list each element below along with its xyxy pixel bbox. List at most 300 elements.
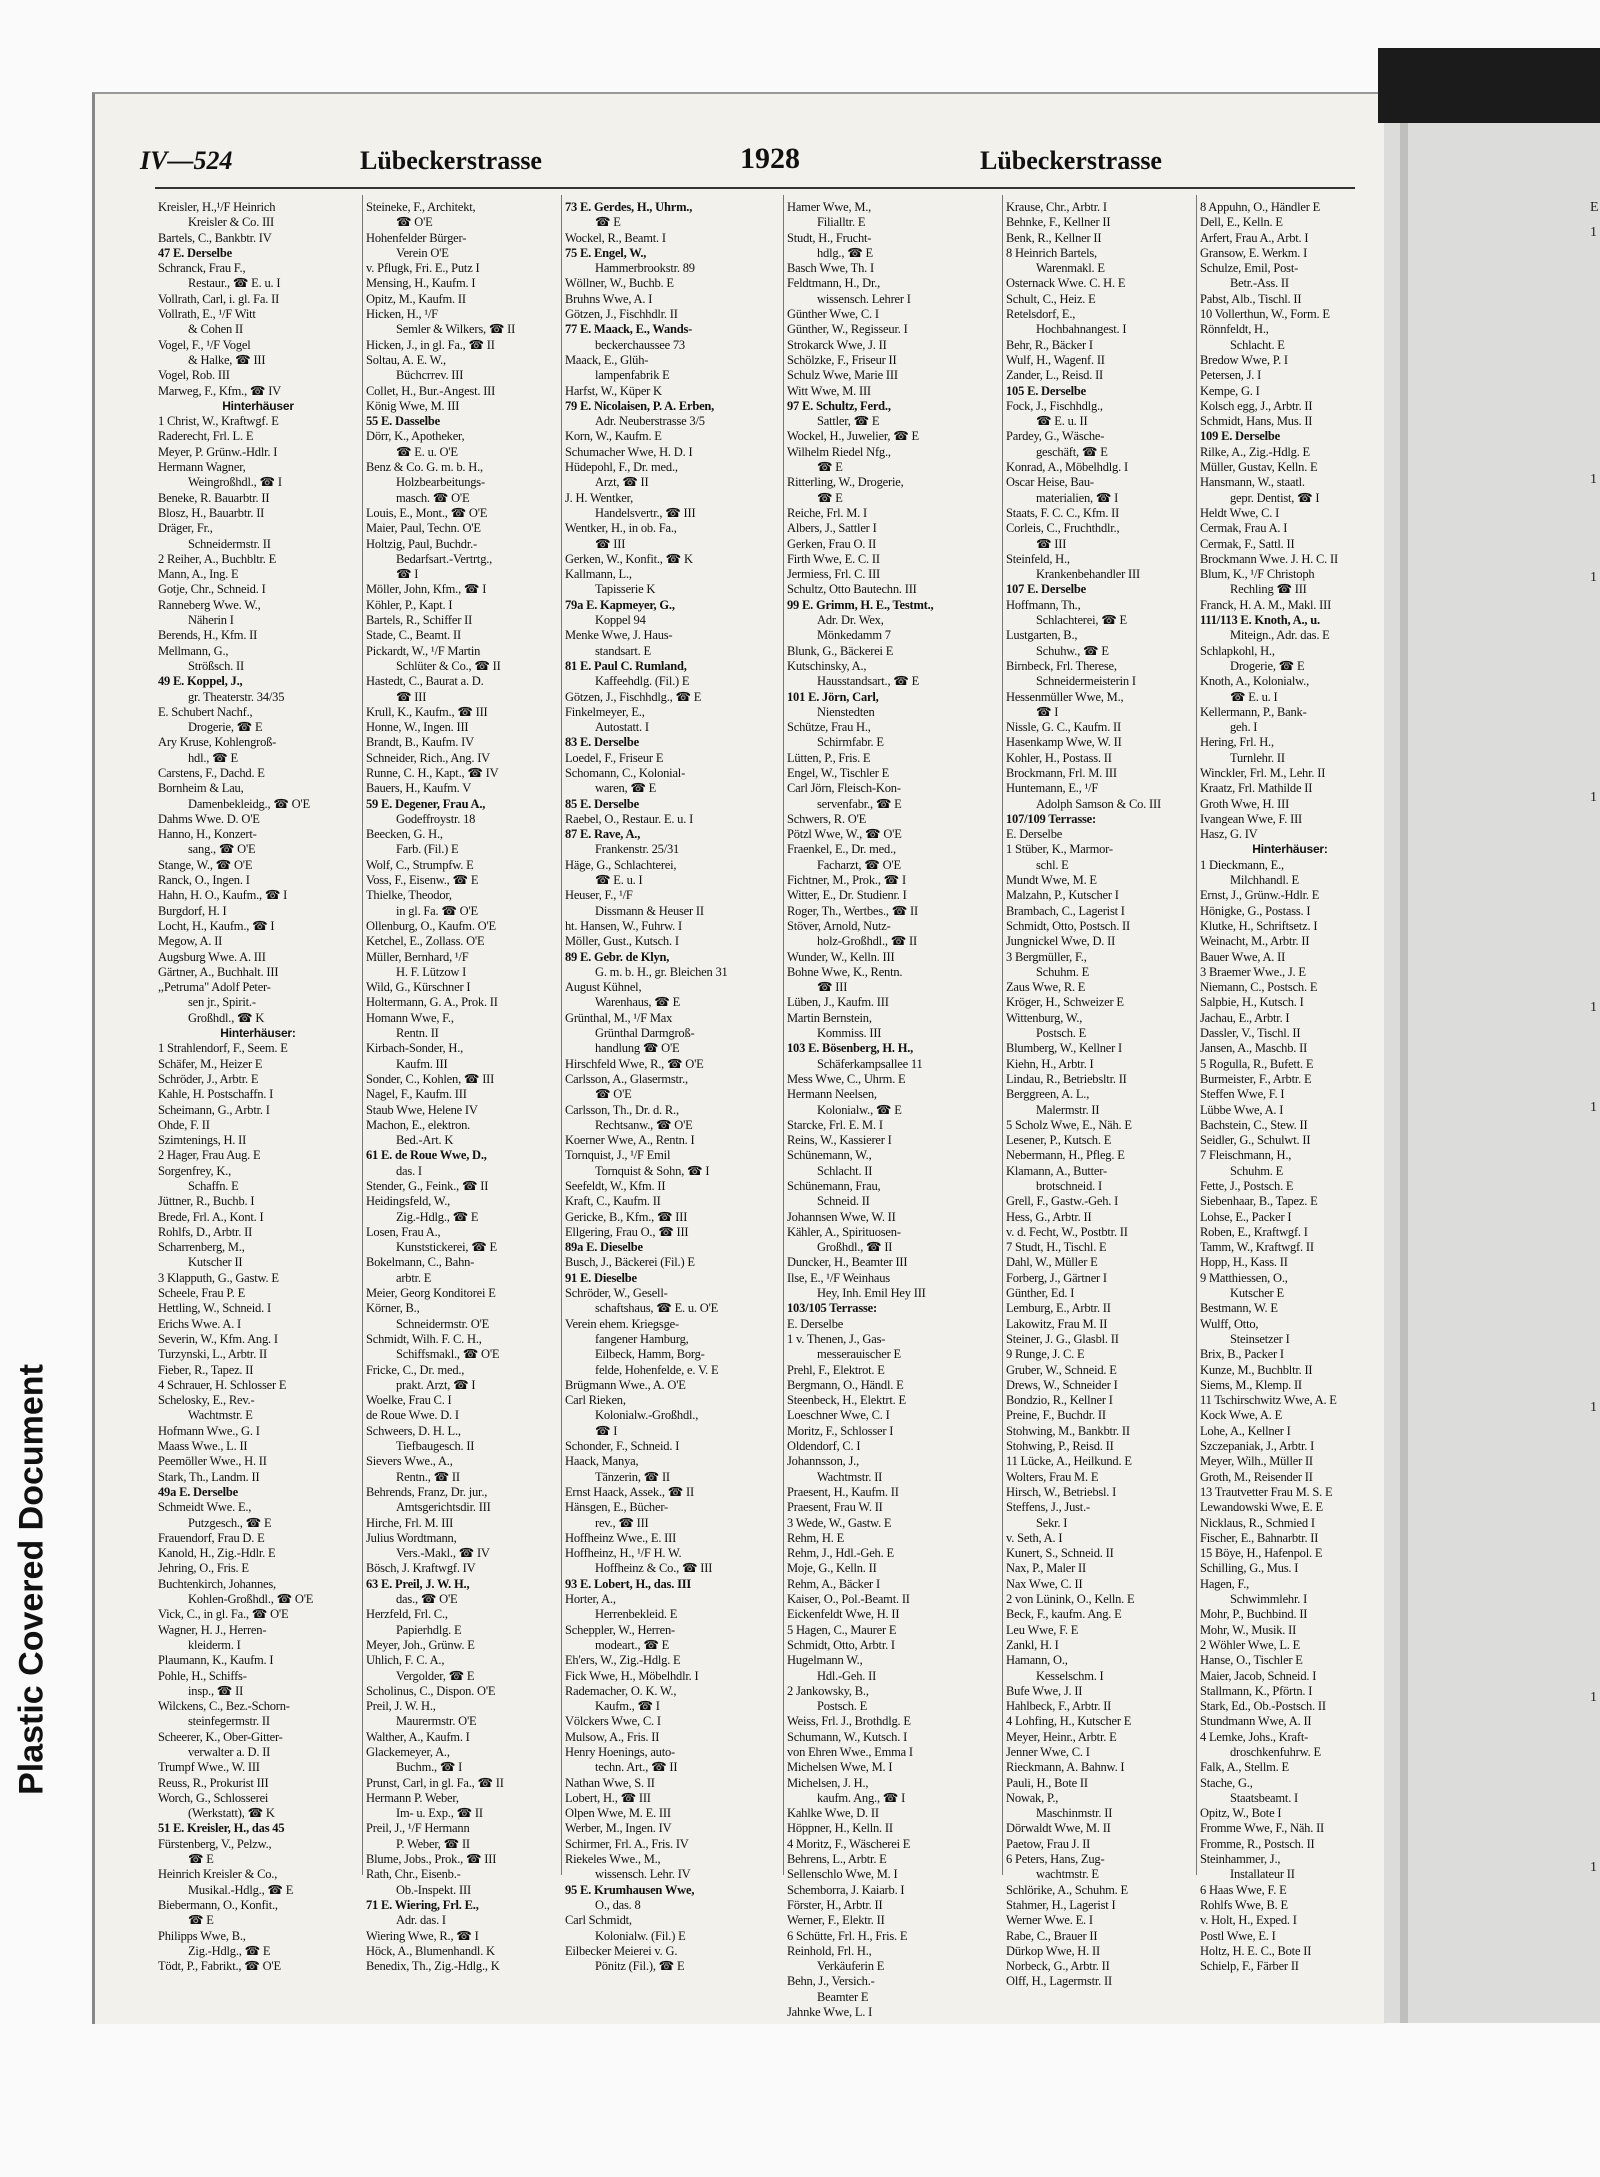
directory-entry: Bösch, J. Kraftwgf. IV bbox=[366, 1561, 476, 1576]
directory-entry: Damenbekleidg., ☎ O'E bbox=[188, 796, 310, 811]
directory-entry: 13 Trautvetter Frau M. S. E bbox=[1200, 1484, 1333, 1499]
directory-entry: das. I bbox=[396, 1163, 422, 1178]
directory-entry: Rehm, J., Hdl.-Geh. E bbox=[787, 1546, 894, 1561]
directory-entry: Rentn., ☎ II bbox=[396, 1469, 460, 1484]
directory-entry: 101 E. Jörn, Carl, bbox=[787, 689, 879, 704]
directory-entry: schaftshaus, ☎ E. u. O'E bbox=[595, 1301, 719, 1316]
directory-entry: handlung ☎ O'E bbox=[595, 1041, 680, 1056]
directory-entry: Turnlehr. II bbox=[1230, 750, 1285, 765]
directory-entry: Scheppler, W., Herren- bbox=[565, 1622, 675, 1637]
directory-entry: Trumpf Wwe., W. III bbox=[158, 1760, 260, 1775]
directory-entry: Möller, John, Kfm., ☎ I bbox=[366, 582, 487, 597]
directory-entry: Nienstedten bbox=[817, 704, 875, 719]
directory-entry: Wachtmstr. E bbox=[188, 1408, 253, 1423]
directory-entry: Adr. Neuberstrasse 3/5 bbox=[595, 414, 705, 429]
directory-entry: Rentn. II bbox=[396, 1026, 439, 1041]
directory-entry: Mulsow, A., Fris. II bbox=[565, 1729, 660, 1744]
directory-entry: Konrad, A., Möbelhdlg. I bbox=[1006, 460, 1128, 475]
page-folio: IV—524 bbox=[140, 146, 233, 175]
directory-entry: Häge, G., Schlachterei, bbox=[565, 857, 677, 872]
directory-entry: 93 E. Lobert, H., das. III bbox=[565, 1576, 692, 1591]
directory-entry: Dörr, K., Apotheker, bbox=[366, 429, 465, 444]
directory-entry: Schiffsmakl., ☎ O'E bbox=[396, 1347, 500, 1362]
directory-entry: Heinrich Kreisler & Co., bbox=[158, 1867, 278, 1882]
directory-entry: insp., ☎ II bbox=[188, 1683, 244, 1698]
directory-entry: Kolonialw. (Fil.) E bbox=[595, 1928, 686, 1943]
directory-entry: hdlg., ☎ E bbox=[817, 245, 873, 260]
directory-entry: Machon, E., elektron. bbox=[366, 1117, 471, 1132]
column-divider bbox=[362, 195, 363, 1875]
directory-entry: 5 Hagen, C., Maurer E bbox=[787, 1622, 897, 1637]
directory-entry: Opitz, M., Kaufm. II bbox=[366, 291, 466, 306]
directory-entry: Schulz Wwe, Marie III bbox=[787, 368, 898, 383]
directory-entry: Brügmann Wwe., A. O'E bbox=[565, 1377, 686, 1392]
directory-entry: Harfst, W., Küper K bbox=[565, 383, 662, 398]
directory-entry: Herrenbekleid. E bbox=[595, 1607, 678, 1622]
directory-entry: Schielp, F., Färber II bbox=[1200, 1959, 1299, 1974]
directory-entry: Schonder, F., Schneid. I bbox=[565, 1439, 680, 1454]
directory-entry: Facharzt, ☎ O'E bbox=[817, 857, 901, 872]
directory-entry: Schaffn. E bbox=[188, 1179, 239, 1193]
directory-entry: lampenfabrik E bbox=[595, 368, 670, 383]
directory-entry: ☎ III bbox=[595, 536, 626, 551]
directory-entry: Dahms Wwe. D. O'E bbox=[158, 811, 260, 826]
directory-entry: Ellgering, Frau O., ☎ III bbox=[565, 1224, 689, 1239]
directory-entry: Rechling ☎ III bbox=[1230, 582, 1307, 597]
directory-entry: Marweg, F., Kfm., ☎ IV bbox=[158, 383, 281, 398]
directory-entry: Reins, W., Kassierer I bbox=[787, 1133, 892, 1148]
directory-entry: Louis, E., Mont., ☎ O'E bbox=[366, 505, 488, 520]
directory-entry: Vollrath, Carl, i. gl. Fa. II bbox=[158, 291, 280, 306]
directory-entry: Bestmann, W. E bbox=[1200, 1301, 1278, 1316]
directory-entry: Bedarfsart.-Vertrtg., bbox=[396, 551, 493, 566]
directory-entry: ☎ III bbox=[817, 980, 848, 995]
directory-entry: Steffen Wwe, F. I bbox=[1200, 1087, 1285, 1102]
directory-entry: Pabst, Alb., Tischl. II bbox=[1200, 291, 1302, 306]
directory-entry: Michelsen, J. H., bbox=[787, 1775, 869, 1790]
directory-entry: Götzen, J., Fischhdlg., ☎ E bbox=[565, 689, 702, 704]
directory-entry: Papierhdlg. E bbox=[396, 1622, 462, 1637]
directory-entry: Kirbach-Sonder, H., bbox=[366, 1041, 464, 1056]
directory-entry: Höck, A., Blumenhandl. K bbox=[366, 1943, 495, 1958]
directory-entry: Pardey, G., Wäsche- bbox=[1006, 429, 1105, 444]
directory-entry: Hamann, O., bbox=[1006, 1653, 1068, 1668]
directory-entry: Ernst, J., Grünw.-Hdlr. E bbox=[1200, 888, 1320, 903]
directory-entry: Blume, Jobs., Prok., ☎ III bbox=[366, 1852, 497, 1867]
directory-entry: 2 von Lünink, O., Kelln. E bbox=[1006, 1592, 1135, 1607]
directory-entry: Pauli, H., Bote II bbox=[1006, 1775, 1088, 1790]
directory-entry: Mönkedamm 7 bbox=[817, 628, 891, 643]
directory-column-6 bbox=[1200, 200, 1380, 1974]
directory-entry: Behn, J., Versich.- bbox=[787, 1974, 875, 1989]
directory-entry: Mann, A., Ing. E bbox=[158, 567, 239, 582]
directory-entry: ☎ E bbox=[817, 490, 843, 505]
directory-entry: Bokelmann, C., Bahn- bbox=[366, 1255, 475, 1270]
directory-entry: Steffens, J., Just.- bbox=[1006, 1500, 1090, 1515]
directory-entry: kaufm. Ang., ☎ I bbox=[817, 1790, 906, 1805]
directory-entry: Schlachterei, ☎ E bbox=[1036, 613, 1127, 628]
directory-entry: Schwimmlehr. I bbox=[1230, 1592, 1308, 1607]
directory-entry: Fock, J., Fischhdlg., bbox=[1006, 398, 1103, 413]
directory-entry: Milchhandl. E bbox=[1230, 873, 1299, 888]
directory-entry: Großhdl., ☎ II bbox=[817, 1240, 893, 1255]
directory-entry: Jermiess, Frl. C. III bbox=[787, 567, 881, 582]
directory-entry: Engel, W., Tischler E bbox=[787, 765, 890, 780]
directory-entry: Staatsbeamt. I bbox=[1230, 1790, 1299, 1805]
directory-entry: Hoffheinz Wwe., E. III bbox=[565, 1530, 677, 1545]
directory-entry: 1 Strahlendorf, F., Seem. E bbox=[158, 1041, 288, 1056]
directory-entry: Warenhaus, ☎ E bbox=[595, 995, 680, 1010]
directory-entry: Stohwing, M., Bankbtr. II bbox=[1006, 1423, 1130, 1438]
directory-entry: Martin Bernstein, bbox=[787, 1010, 872, 1025]
directory-entry: Köhler, P., Kapt. I bbox=[366, 597, 453, 612]
directory-entry: Blumberg, W., Kellner I bbox=[1006, 1041, 1122, 1056]
directory-entry: Brambach, C., Lagerist I bbox=[1006, 903, 1125, 918]
directory-entry: Pickardt, W., ¹/F Martin bbox=[366, 643, 481, 658]
directory-entry: Lübbe Wwe, A. I bbox=[1200, 1102, 1284, 1117]
directory-entry: 99 E. Grimm, H. E., Testmt., bbox=[787, 597, 934, 612]
directory-entry: Olpen Wwe, M. E. III bbox=[565, 1806, 671, 1821]
directory-entry: Arfert, Frau A., Arbt. I bbox=[1200, 230, 1309, 245]
directory-entry: ☎ E bbox=[595, 215, 621, 230]
directory-entry: Maurermstr. O'E bbox=[396, 1714, 477, 1729]
directory-entry: Ilse, E., ¹/F Weinhaus bbox=[787, 1270, 890, 1285]
column-divider bbox=[1196, 195, 1197, 1875]
directory-entry: Kanold, H., Zig.-Hdlr. E bbox=[158, 1546, 276, 1561]
directory-entry: 4 Lohfing, H., Kutscher E bbox=[1006, 1714, 1132, 1729]
directory-entry: Plaumann, K., Kaufm. I bbox=[158, 1653, 274, 1668]
directory-entry: Wolf, C., Strumpfw. E bbox=[366, 857, 474, 872]
directory-entry: Feldtmann, H., Dr., bbox=[787, 276, 881, 291]
directory-entry: Lindau, R., Betriebsltr. II bbox=[1006, 1071, 1127, 1086]
directory-entry: Beecken, G. H., bbox=[366, 827, 443, 842]
directory-entry: Ohde, F. II bbox=[158, 1117, 210, 1132]
directory-entry: Mellmann, G., bbox=[158, 643, 229, 658]
directory-entry: Bachstein, C., Stew. II bbox=[1200, 1117, 1308, 1132]
directory-entry: Schulze, Emil, Post- bbox=[1200, 261, 1299, 276]
directory-entry: wissensch. Lehrer I bbox=[817, 291, 911, 306]
directory-entry: Wöllner, W., Buchb. E bbox=[565, 276, 674, 291]
directory-entry: Weingroßhdl., ☎ I bbox=[188, 475, 282, 490]
directory-entry: Hänsgen, E., Bücher- bbox=[565, 1500, 669, 1515]
directory-entry: Praesent, H., Kaufm. II bbox=[787, 1484, 899, 1499]
directory-entry: Forberg, J., Gärtner I bbox=[1006, 1270, 1107, 1285]
directory-entry: Steinsetzer I bbox=[1230, 1331, 1290, 1346]
directory-entry: Fricke, C., Dr. med., bbox=[366, 1362, 465, 1377]
directory-entry: Zankl, H. I bbox=[1006, 1637, 1059, 1652]
directory-entry: 103/105 Terrasse: bbox=[787, 1301, 877, 1316]
header-rule bbox=[155, 187, 1355, 189]
directory-entry: Eilbeck, Hamm, Borg- bbox=[595, 1347, 705, 1362]
section-heading: Hinterhäuser: bbox=[1252, 842, 1328, 857]
directory-entry: Postsch. E bbox=[817, 1699, 868, 1714]
directory-entry: Schmidt, Otto, Arbtr. I bbox=[787, 1637, 895, 1652]
directory-entry: Vogel, Rob. III bbox=[158, 368, 230, 383]
directory-entry: Günther, Ed. I bbox=[1006, 1286, 1075, 1301]
directory-entry: Strößsch. II bbox=[188, 658, 244, 673]
directory-entry: 49 E. Koppel, J., bbox=[158, 674, 243, 689]
directory-entry: Jehring, O., Fris. E bbox=[158, 1561, 249, 1576]
directory-entry: Betr.-Ass. II bbox=[1230, 276, 1289, 291]
directory-entry: Kiehn, H., Arbtr. I bbox=[1006, 1056, 1094, 1071]
directory-entry: geh. I bbox=[1230, 720, 1258, 735]
directory-entry: Büchcrrev. III bbox=[396, 368, 464, 383]
adjacent-page-edge bbox=[1384, 123, 1600, 2023]
directory-entry: Miteign., Adr. das. E bbox=[1230, 628, 1330, 643]
directory-entry: Hochbahnangest. I bbox=[1036, 322, 1127, 337]
directory-entry: Wunder, W., Kelln. III bbox=[787, 949, 895, 964]
directory-entry: Schuhm. E bbox=[1230, 1163, 1284, 1178]
directory-entry: Vergolder, ☎ E bbox=[396, 1668, 475, 1683]
directory-entry: E. Derselbe bbox=[787, 1316, 844, 1331]
directory-entry: Körner, B., bbox=[366, 1301, 420, 1316]
directory-entry: Stöver, Arnold, Nutz- bbox=[787, 918, 891, 933]
directory-entry: techn. Art., ☎ II bbox=[595, 1760, 678, 1775]
directory-entry: Tamm, W., Kraftwgf. II bbox=[1200, 1240, 1314, 1255]
directory-entry: Schuhm. E bbox=[1036, 964, 1090, 979]
directory-entry: Prunst, Carl, in gl. Fa., ☎ II bbox=[366, 1775, 504, 1790]
directory-entry: Musikal.-Hdlg., ☎ E bbox=[188, 1882, 294, 1897]
directory-entry: Jansen, A., Maschb. II bbox=[1200, 1041, 1308, 1056]
column-divider bbox=[783, 195, 784, 1875]
directory-entry: 7 Studt, H., Tischl. E bbox=[1006, 1240, 1107, 1255]
directory-entry: Grünthal Darmgroß- bbox=[595, 1026, 695, 1041]
directory-entry: 111/113 E. Knoth, A., u. bbox=[1200, 613, 1320, 628]
directory-entry: Brockmann, Frl. M. III bbox=[1006, 765, 1117, 780]
directory-entry: de Roue Wwe. D. I bbox=[366, 1408, 459, 1423]
directory-entry: Nax Wwe, C. II bbox=[1006, 1576, 1083, 1591]
directory-entry: Birnbeck, Frl. Therese, bbox=[1006, 658, 1117, 673]
directory-entry: Strokarck Wwe, J. II bbox=[787, 337, 887, 352]
directory-entry: Voss, F., Eisenw., ☎ E bbox=[366, 873, 479, 888]
directory-entry: ☎ I bbox=[396, 567, 419, 582]
directory-entry: Fraenkel, E., Dr. med., bbox=[787, 842, 896, 857]
directory-column-4 bbox=[787, 200, 999, 2020]
directory-entry: 79a E. Kapmeyer, G., bbox=[565, 597, 675, 612]
directory-entry: Rehm, H. E bbox=[787, 1530, 845, 1545]
directory-entry: Soltau, A. E. W., bbox=[366, 352, 446, 367]
directory-entry: Stohwing, P., Reisd. II bbox=[1006, 1439, 1114, 1454]
directory-entry: Schultz, Otto Bautechn. III bbox=[787, 582, 917, 597]
directory-entry: Hermann Wagner, bbox=[158, 460, 246, 475]
directory-entry: Megow, A. II bbox=[158, 934, 223, 949]
directory-entry: Herzfeld, Frl. C., bbox=[366, 1607, 448, 1622]
directory-entry: 59 E. Degener, Frau A., bbox=[366, 796, 486, 811]
directory-entry: Rilke, A., Zig.-Hdlg. E bbox=[1200, 444, 1310, 459]
directory-entry: Buchtenkirch, Johannes, bbox=[158, 1576, 276, 1591]
directory-entry: Rechtsanw., ☎ O'E bbox=[595, 1117, 693, 1132]
directory-entry: 4 Moritz, F., Wäscherei E bbox=[787, 1836, 911, 1851]
directory-entry: Rehm, A., Bäcker I bbox=[787, 1576, 880, 1591]
directory-entry: P. Weber, ☎ II bbox=[396, 1836, 470, 1851]
directory-entry: waren, ☎ E bbox=[595, 781, 657, 796]
directory-entry: materialien, ☎ I bbox=[1036, 490, 1119, 505]
directory-entry: 47 E. Derselbe bbox=[158, 245, 232, 260]
directory-entry: Worch, G., Schlosserei bbox=[158, 1790, 269, 1805]
directory-entry: v. Seth, A. I bbox=[1006, 1530, 1063, 1545]
directory-entry: Schmidt, Hans, Mus. II bbox=[1200, 414, 1313, 429]
directory-entry: in gl. Fa. ☎ O'E bbox=[396, 903, 478, 918]
directory-entry: Eh'ers, W., Zig.-Hdlg. E bbox=[565, 1653, 681, 1668]
directory-entry: Hofmann Wwe., G. I bbox=[158, 1423, 260, 1438]
directory-entry: Peemöller Wwe., H. II bbox=[158, 1454, 267, 1469]
directory-entry: Kallmann, L., bbox=[565, 567, 632, 582]
directory-entry: Hahlbeck, F., Arbtr. II bbox=[1006, 1699, 1112, 1714]
directory-entry: Holtz, H. E. C., Bote II bbox=[1200, 1943, 1312, 1958]
directory-entry: Kutscher II bbox=[188, 1255, 243, 1270]
directory-entry: Werber, M., Ingen. IV bbox=[565, 1821, 672, 1836]
directory-entry: Preil, J., ¹/F Hermann bbox=[366, 1821, 470, 1836]
directory-entry: ☎ E. u. II bbox=[1036, 414, 1088, 429]
directory-entry: Hanse, O., Tischler E bbox=[1200, 1653, 1303, 1668]
directory-entry: Schneidermstr. II bbox=[188, 536, 271, 551]
directory-entry: Osternack Wwe. C. H. E bbox=[1006, 276, 1126, 291]
directory-entry: Huntemann, E., ¹/F bbox=[1006, 781, 1099, 796]
directory-entry: Niemann, C., Postsch. E bbox=[1200, 980, 1318, 995]
directory-entry: Bauers, H., Kaufm. V bbox=[366, 781, 472, 796]
directory-entry: Adolph Samson & Co. III bbox=[1036, 796, 1161, 811]
directory-entry: Rohlfs, D., Arbtr. II bbox=[158, 1224, 253, 1239]
directory-entry: das., ☎ O'E bbox=[396, 1592, 458, 1607]
directory-entry: Beamter E bbox=[817, 1989, 869, 2004]
directory-entry: von Ehren Wwe., Emma I bbox=[787, 1744, 913, 1759]
directory-entry: Stache, G., bbox=[1200, 1775, 1253, 1790]
directory-entry: Steineke, F., Architekt, bbox=[366, 200, 476, 214]
directory-entry: Verein ehem. Kriegsge- bbox=[565, 1316, 679, 1331]
directory-entry: Hirche, Frl. M. III bbox=[366, 1515, 454, 1530]
directory-entry: 9 Matthiessen, O., bbox=[1200, 1270, 1288, 1285]
directory-entry: 89 E. Gebr. de Klyn, bbox=[565, 949, 670, 964]
directory-entry: Szczepaniak, J., Arbtr. I bbox=[1200, 1439, 1315, 1454]
directory-entry: Kommiss. III bbox=[817, 1026, 882, 1041]
directory-entry: 79 E. Nicolaisen, P. A. Erben, bbox=[565, 398, 715, 413]
directory-entry: Kaufm. III bbox=[396, 1056, 448, 1071]
directory-entry: Brandt, B., Kaufm. IV bbox=[366, 735, 474, 750]
directory-entry: Hirsch, W., Betriebsl. I bbox=[1006, 1484, 1117, 1499]
directory-entry: geschäft, ☎ E bbox=[1036, 444, 1108, 459]
directory-entry: Schneid. II bbox=[817, 1194, 870, 1209]
directory-entry: Autostatt. I bbox=[595, 720, 649, 735]
directory-entry: Tiefbaugesch. II bbox=[396, 1439, 475, 1454]
directory-entry: 3 Wede, W., Gastw. E bbox=[787, 1515, 892, 1530]
directory-year: 1928 bbox=[740, 142, 800, 175]
directory-entry: Fromme Wwe, F., Näh. II bbox=[1200, 1821, 1325, 1836]
page-header bbox=[100, 142, 1370, 186]
directory-entry: Hoffmann, Th., bbox=[1006, 597, 1081, 612]
directory-entry: Benk, R., Kellner II bbox=[1006, 230, 1102, 245]
directory-entry: 89a E. Dieselbe bbox=[565, 1240, 643, 1255]
directory-entry: Mensing, H., Kaufm. I bbox=[366, 276, 476, 291]
directory-entry: Salpbie, H., Kutsch. I bbox=[1200, 995, 1304, 1010]
section-heading: Hinterhäuser: bbox=[220, 1026, 296, 1041]
directory-entry: Vick, C., in gl. Fa., ☎ O'E bbox=[158, 1607, 289, 1622]
directory-entry: ☎ I bbox=[595, 1423, 618, 1438]
directory-entry: Vollrath, E., ¹/F Witt bbox=[158, 307, 256, 322]
binding-shadow bbox=[1378, 48, 1600, 123]
directory-entry: Nagel, F., Kaufm. III bbox=[366, 1087, 467, 1102]
directory-entry: 2 Jankowsky, B., bbox=[787, 1683, 869, 1698]
directory-entry: Hansmann, W., staatl. bbox=[1200, 475, 1305, 490]
directory-entry: Ob.-Inspekt. III bbox=[396, 1882, 471, 1897]
directory-entry: Kreisler & Co. III bbox=[188, 215, 274, 230]
directory-entry: Schmeidt Wwe. E., bbox=[158, 1500, 252, 1515]
directory-entry: Restaur., ☎ E. u. I bbox=[188, 276, 281, 291]
directory-entry: Hammerbrookstr. 89 bbox=[595, 261, 695, 276]
directory-entry: Burmeister, F., Arbtr. E bbox=[1200, 1071, 1312, 1086]
directory-entry: & Cohen II bbox=[188, 322, 243, 337]
directory-entry: 3 Klapputh, G., Gastw. E bbox=[158, 1270, 279, 1285]
directory-entry: Wolters, Frau M. E bbox=[1006, 1469, 1099, 1484]
directory-entry: Bredow Wwe, P. I bbox=[1200, 352, 1288, 367]
directory-entry: gr. Theaterstr. 34/35 bbox=[188, 689, 285, 704]
plastic-covered-label: Plastic Covered Document bbox=[12, 1364, 51, 1795]
directory-entry: Losen, Frau A., bbox=[366, 1224, 441, 1239]
directory-entry: Hausstandsart., ☎ E bbox=[817, 674, 920, 689]
directory-entry: Knoth, A., Kolonialw., bbox=[1200, 674, 1310, 689]
directory-entry: Kähler, A., Spirituosen- bbox=[787, 1224, 901, 1239]
directory-entry: Korn, W., Kaufm. E bbox=[565, 429, 662, 444]
directory-entry: Fichtner, M., Prok., ☎ I bbox=[787, 873, 906, 888]
directory-entry: 49a E. Derselbe bbox=[158, 1484, 238, 1499]
directory-entry: Brix, B., Packer I bbox=[1200, 1347, 1284, 1362]
directory-entry: Augsburg Wwe. A. III bbox=[158, 949, 266, 964]
directory-entry: Schölzke, F., Friseur II bbox=[787, 352, 897, 367]
directory-entry: Hanno, H., Konzert- bbox=[158, 827, 257, 842]
directory-entry: Nebermann, H., Pfleg. E bbox=[1006, 1148, 1125, 1163]
directory-entry: Hicken, J., in gl. Fa., ☎ II bbox=[366, 337, 495, 352]
directory-entry: Leu Wwe, F. E bbox=[1006, 1622, 1079, 1637]
directory-entry: servenfabr., ☎ E bbox=[817, 796, 902, 811]
directory-entry: Falk, A., Stellm. E bbox=[1200, 1760, 1289, 1775]
directory-entry: Tänzerin, ☎ II bbox=[595, 1469, 670, 1484]
directory-entry: Sievers Wwe., A., bbox=[366, 1454, 453, 1469]
directory-entry: Roben, E., Kraftwgf. I bbox=[1200, 1224, 1308, 1239]
directory-entry: Steinhammer, J., bbox=[1200, 1852, 1281, 1867]
directory-entry: Hohenfelder Bürger- bbox=[366, 230, 467, 245]
directory-entry: Lobert, H., ☎ III bbox=[565, 1790, 651, 1805]
directory-entry: Homann Wwe, F., bbox=[366, 1010, 454, 1025]
directory-entry: Bondzio, R., Kellner I bbox=[1006, 1393, 1113, 1408]
directory-entry: Ivangean Wwe, F. III bbox=[1200, 811, 1303, 826]
directory-entry: Loedel, F., Friseur E bbox=[565, 750, 664, 765]
directory-entry: 3 Bergmüller, F., bbox=[1006, 949, 1087, 964]
directory-entry: Frauendorf, Frau D. E bbox=[158, 1530, 265, 1545]
directory-entry: Hess, G., Arbtr. II bbox=[1006, 1209, 1092, 1224]
directory-entry: ☎ O'E bbox=[396, 215, 433, 230]
directory-entry: 8 Appuhn, O., Händler E bbox=[1200, 200, 1321, 214]
directory-entry: 1 Dieckmann, E., bbox=[1200, 857, 1284, 872]
directory-entry: Gerken, W., Konfit., ☎ K bbox=[565, 551, 693, 566]
directory-entry: Gärtner, A., Buchhalt. III bbox=[158, 964, 279, 979]
directory-column-2 bbox=[366, 200, 558, 1974]
directory-entry: hdl., ☎ E bbox=[188, 750, 238, 765]
directory-entry: Schröder, J., Arbtr. E bbox=[158, 1071, 259, 1086]
directory-entry: Verkäuferin E bbox=[817, 1959, 885, 1974]
directory-entry: Stender, G., Feink., ☎ II bbox=[366, 1179, 489, 1193]
directory-entry: König Wwe, M. III bbox=[366, 398, 460, 413]
directory-entry: Hermann P. Weber, bbox=[366, 1790, 459, 1805]
directory-entry: Günther, W., Regisseur. I bbox=[787, 322, 908, 337]
directory-entry: 85 E. Derselbe bbox=[565, 796, 639, 811]
directory-entry: Putzgesch., ☎ E bbox=[188, 1515, 272, 1530]
directory-entry: ☎ III bbox=[396, 689, 427, 704]
adjacent-page-fragment: 1 bbox=[1590, 570, 1597, 585]
directory-entry: 91 E. Dieselbe bbox=[565, 1270, 637, 1285]
directory-entry: Meier, Georg Konditorei E bbox=[366, 1286, 496, 1301]
directory-entry: J. H. Wentker, bbox=[565, 490, 634, 505]
directory-entry: Wild, G., Kürschner I bbox=[366, 980, 471, 995]
directory-entry: Sellenschlo Wwe, M. I bbox=[787, 1867, 898, 1882]
